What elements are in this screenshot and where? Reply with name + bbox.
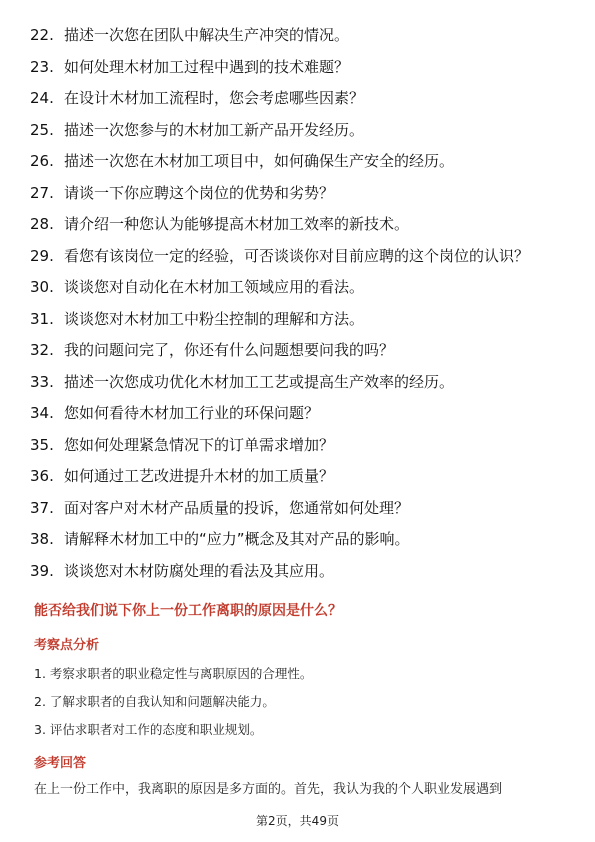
question-list (30, 24, 570, 591)
analysis-heading: 考察点分析 (34, 638, 100, 653)
list-item: 23. 如何处理木材加工过程中遇到的技术难题？ (30, 57, 350, 76)
list-item: 25. 描述一次您参与的木材加工新产品开发经历。 (30, 120, 365, 139)
list-item: 39. 谈谈您对木材防腐处理的看法及其应用。 (30, 561, 335, 580)
list-item: 28. 请介绍一种您认为能够提高木材加工效率的新技术。 (30, 215, 410, 233)
list-item: 24. 在设计木材加工流程时，您会考虑哪些因素？ (30, 89, 365, 107)
list-item: 30. 谈谈您对自动化在木材加工领域应用的看法。 (30, 278, 365, 296)
list-item: 35. 您如何处理紧急情况下的订单需求增加？ (30, 435, 335, 454)
list-item: 36. 如何通过工艺改进提升木材的加工质量？ (30, 467, 335, 485)
list-item: 33. 描述一次您成功优化木材加工工艺或提高生产效率的经历。 (30, 372, 455, 391)
list-item: 34. 您如何看待木材加工行业的环保问题？ (30, 404, 320, 422)
list-item: 31. 谈谈您对木材加工中粉尘控制的理解和方法。 (30, 309, 365, 328)
analysis-point: 2. 了解求职者的自我认知和问题解决能力。 (34, 694, 275, 709)
analysis-point: 1. 考察求职者的职业稳定性与离职原因的合理性。 (34, 666, 313, 681)
page-number: 第2页，共49页 (256, 814, 339, 828)
list-item: 38. 请解释木材加工中的“应力”概念及其对产品的影响。 (30, 530, 410, 548)
list-item: 32. 我的问题问完了，你还有什么问题想要问我的吗？ (30, 341, 395, 359)
answer-text: 在上一份工作中，我离职的原因是多方面的。首先，我认为我的个人职业发展遇到 (34, 782, 503, 797)
answer-heading: 参考回答 (34, 756, 87, 771)
list-item: 29. 看您有该岗位一定的经验，可否谈谈你对目前应聘的这个岗位的认识？ (30, 246, 530, 265)
list-item: 37. 面对客户对木材产品质量的投诉，您通常如何处理？ (30, 498, 410, 517)
list-item: 26. 描述一次您在木材加工项目中，如何确保生产安全的经历。 (30, 152, 455, 170)
section-question-title: 能否给我们说下你上一份工作离职的原因是什么？ (34, 603, 342, 619)
list-item: 27. 请谈一下你应聘这个岗位的优势和劣势？ (30, 183, 335, 202)
list-item: 22. 描述一次您在团队中解决生产冲突的情况。 (30, 26, 350, 44)
analysis-point: 3. 评估求职者对工作的态度和职业规划。 (34, 722, 263, 737)
